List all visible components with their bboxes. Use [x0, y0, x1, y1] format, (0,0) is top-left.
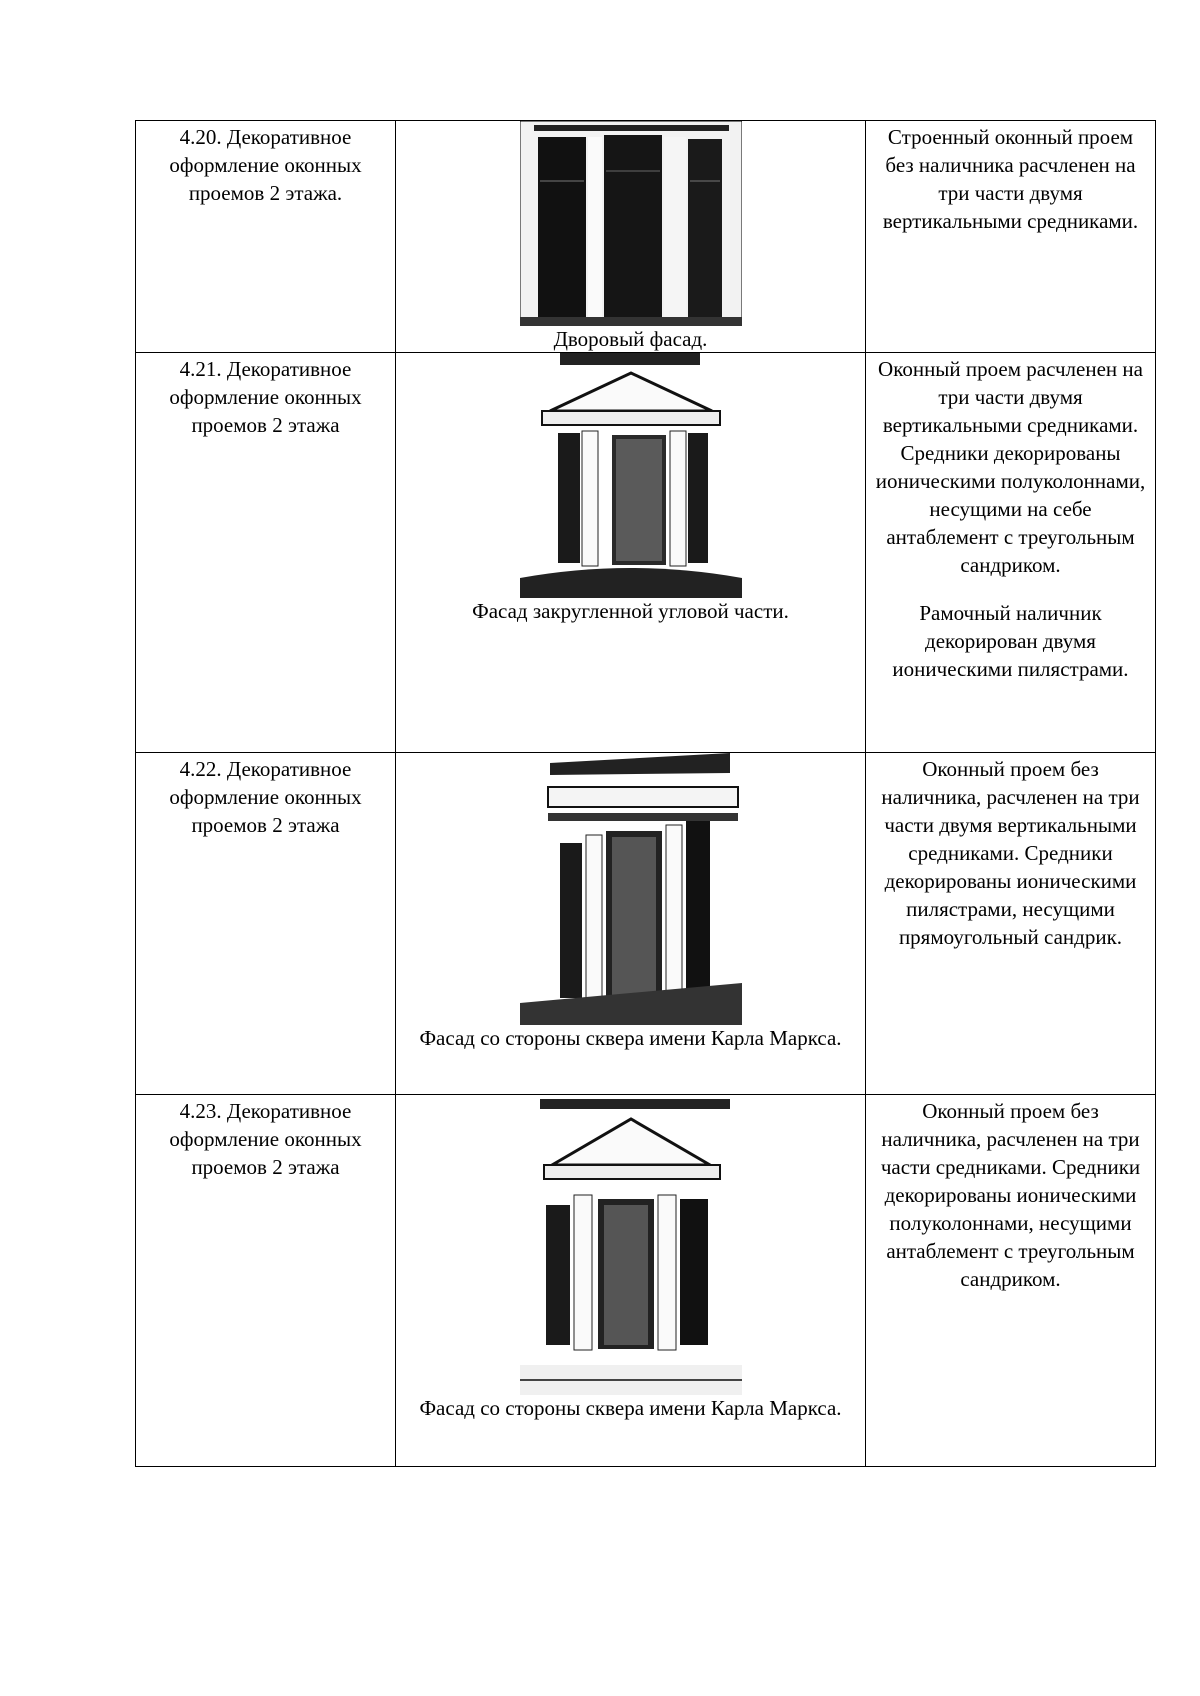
description-paragraph: Оконный проем расчленен на три части двумя вертикальными средниками. Средники декорированы ионическими полуколоннами, несущими на себе антаблемент с треугольным сандриком. — [875, 357, 1146, 577]
description-paragraph: Строенный оконный проем без наличника расчленен на три части двумя вертикальными средниками. — [882, 125, 1139, 233]
description-paragraph: Оконный проем без наличника, расчленен на три части средниками. Средники декорированы ионическими полуколоннами, несущими антаблемент с треугольным сандриком. — [880, 1099, 1141, 1291]
element-description — [866, 121, 1156, 353]
photo-cell — [396, 121, 866, 353]
table-row — [136, 121, 1156, 353]
table-row — [136, 753, 1156, 1095]
photo-cell — [396, 353, 866, 753]
element-description — [866, 753, 1156, 1095]
photo-caption: Фасад со стороны сквера имени Карла Маркса. — [419, 1396, 842, 1420]
photo-caption: Фасад со стороны сквера имени Карла Маркса. — [419, 1026, 842, 1050]
element-description — [866, 353, 1156, 753]
element-name: 4.21. Декоративное оформление оконных проемов 2 этажа — [136, 353, 396, 753]
photo-cell — [396, 1095, 866, 1467]
architecture-elements-table — [135, 120, 1156, 1467]
window-pilasters-photo — [520, 753, 742, 1025]
window-pediment-photo — [520, 353, 742, 598]
window-pediment-photo — [520, 1095, 742, 1395]
window-three-part-photo — [520, 121, 742, 326]
element-name: 4.23. Декоративное оформление оконных проемов 2 этажа — [136, 1095, 396, 1467]
photo-caption: Фасад закругленной угловой части. — [472, 599, 789, 623]
table-row — [136, 353, 1156, 753]
photo-cell — [396, 753, 866, 1095]
element-name: 4.20. Декоративное оформление оконных проемов 2 этажа. — [136, 121, 396, 353]
description-paragraph: Рамочный наличник декорирован двумя ионическими пилястрами. — [892, 601, 1129, 681]
element-description — [866, 1095, 1156, 1467]
table-row — [136, 1095, 1156, 1467]
element-name: 4.22. Декоративное оформление оконных проемов 2 этажа — [136, 753, 396, 1095]
photo-caption: Дворовый фасад. — [553, 327, 708, 351]
description-paragraph: Оконный проем без наличника, расчленен на три части двумя вертикальными средниками. Средники декорированы ионическими пилястрами, несущими прямоугольный сандрик. — [881, 757, 1140, 949]
